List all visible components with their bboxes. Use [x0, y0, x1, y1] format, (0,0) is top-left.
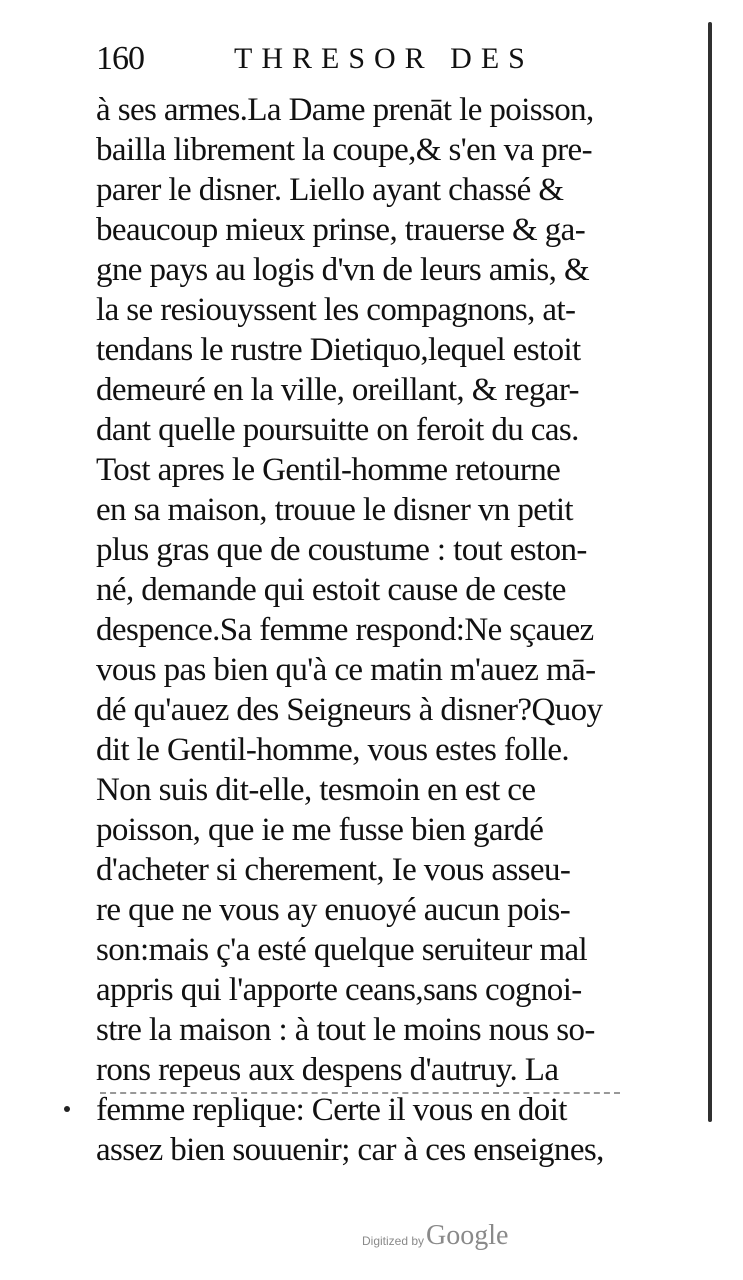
watermark-prefix: Digitized by	[362, 1234, 425, 1248]
page-header	[96, 36, 656, 82]
text-line: stre la maison : à tout le moins nous so-	[96, 1012, 595, 1048]
text-line: dé qu'auez des Seigneurs à disner?Quoy	[96, 692, 603, 728]
text-line: Tost apres le Gentil-homme retourne	[96, 452, 561, 488]
text-line: d'acheter si cherement, Ie vous asseu-	[96, 852, 571, 888]
watermark-brand: Google	[426, 1220, 509, 1251]
text-line: Non suis dit-elle, tesmoin en est ce	[96, 772, 536, 808]
margin-dot	[64, 1106, 70, 1112]
text-line: re que ne vous ay enuoyé aucun pois-	[96, 892, 571, 928]
text-line: né, demande qui estoit cause de ceste	[96, 572, 566, 608]
text-line: vous pas bien qu'à ce matin m'auez mā-	[96, 652, 596, 688]
text-line: à ses armes.La Dame prenāt le poisson,	[96, 92, 594, 128]
text-line: son:mais ç'a esté quelque seruiteur mal	[96, 932, 588, 968]
text-line: beaucoup mieux prinse, trauerse & ga-	[96, 212, 586, 248]
text-line: femme replique: Certe il vous en doit	[96, 1092, 567, 1128]
text-line: assez bien souuenir; car à ces enseignes,	[96, 1132, 604, 1168]
running-head: THRESOR DES	[234, 42, 534, 75]
text-line: gne pays au logis d'vn de leurs amis, &	[96, 252, 590, 288]
text-line: despence.Sa femme respond:Ne sçauez	[96, 612, 594, 648]
text-line: poisson, que ie me fusse bien gardé	[96, 812, 544, 848]
bottom-rule	[100, 1090, 620, 1094]
text-line: dit le Gentil-homme, vous estes folle.	[96, 732, 570, 768]
text-line: dant quelle poursuitte on feroit du cas.	[96, 412, 579, 448]
text-line: parer le disner. Liello ayant chassé &	[96, 172, 564, 208]
page-number: 160	[96, 40, 144, 77]
text-line: en sa maison, trouue le disner vn petit	[96, 492, 573, 528]
body-text	[96, 90, 626, 1170]
text-line: la se resiouyssent les compagnons, at-	[96, 292, 576, 328]
text-line: bailla librement la coupe,& s'en va pre-	[96, 132, 592, 168]
text-line: plus gras que de coustume : tout eston-	[96, 532, 587, 568]
text-line: appris qui l'apporte ceans,sans cognoi-	[96, 972, 582, 1008]
text-line: rons repeus aux despens d'autruy. La	[96, 1052, 559, 1088]
page-gutter-edge	[708, 22, 712, 1122]
text-line: tendans le rustre Dietiquo,lequel estoit	[96, 332, 581, 368]
text-line: demeuré en la ville, oreillant, & regar-	[96, 372, 579, 408]
